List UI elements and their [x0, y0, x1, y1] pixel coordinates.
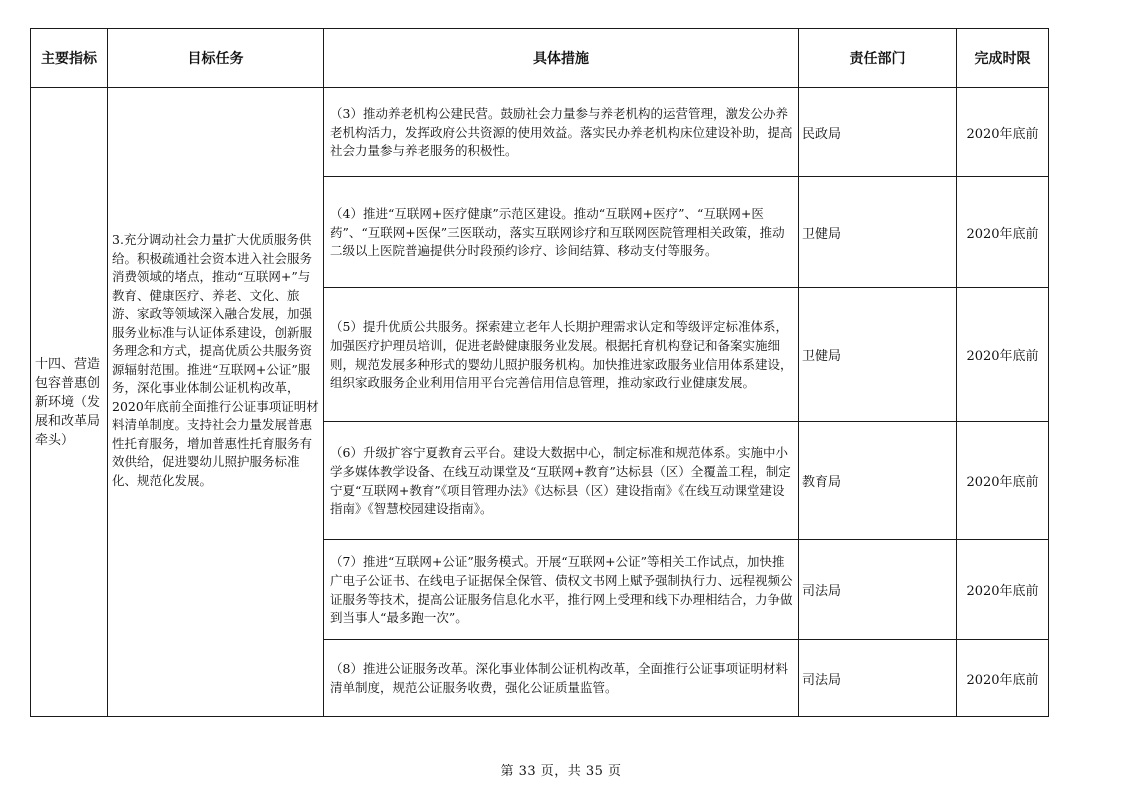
measure-cell: （5）提升优质公共服务。探索建立老年人长期护理需求认定和等级评定标准体系，加强医疗护理员培训，促进老龄健康服务业发展。根据托育机构登记和备案实施细则，规范发展多种形式的婴幼儿照护服务机构。加快推进家政服务业信用体系建设，组织家政服务企业利用信用平台完善信用信息管理，推动家政行业健康发展。: [324, 288, 799, 422]
task-cell: [108, 88, 324, 717]
indicator-cell: 十四、营造包容普惠创新环境（发展和改革局牵头）: [31, 88, 108, 717]
table-row: [31, 88, 1049, 177]
header-indicator: 主要指标: [31, 29, 108, 88]
measure-cell: （6）升级扩容宁夏教育云平台。建设大数据中心，制定标准和规范体系。实施中小学多媒体教学设备、在线互动课堂及“互联网+教育”达标县（区）全覆盖工程，制定宁夏“互联网+教育”《项目管理办法》《达标县（区）建设指南》《在线互动课堂建设指南》《智慧校园建设指南》。: [324, 422, 799, 540]
deadline-cell: 2020年底前: [957, 288, 1049, 422]
header-deadline: 完成时限: [957, 29, 1049, 88]
deadline-cell: 2020年底前: [957, 640, 1049, 717]
header-measures: 具体措施: [324, 29, 799, 88]
header-department: 责任部门: [799, 29, 957, 88]
deadline-cell: 2020年底前: [957, 88, 1049, 177]
deadline-cell: 2020年底前: [957, 422, 1049, 540]
deadline-cell: 2020年底前: [957, 177, 1049, 288]
table-header-row: [31, 29, 1049, 88]
department-cell: 民政局: [799, 88, 957, 177]
measure-cell: （4）推进“互联网+医疗健康”示范区建设。推动“互联网+医疗”、“互联网+医药”、“互联网+医保”三医联动，落实互联网诊疗和互联网医院管理相关政策，推动二级以上医院普遍提供分时段预约诊疗、诊间结算、移动支付等服务。: [324, 177, 799, 288]
department-cell: 司法局: [799, 540, 957, 640]
task-text: 3.充分调动社会力量扩大优质服务供给。积极疏通社会资本进入社会服务消费领域的堵点，推动“互联网+”与教育、健康医疗、养老、文化、旅游、家政等领域深入融合发展，加强服务业标准与认证体系建设，创新服务理念和方式，提高优质公共服务资源辐射范围。推进“互联网+公证”服务，深化事业体制公证机构改革，2020年底前全面推行公证事项证明材料清单制度。支持社会力量发展普惠性托育服务，增加普惠性托育服务有效供给，促进婴幼儿照护服务标准化、规范化发展。: [112, 232, 319, 488]
deadline-cell: 2020年底前: [957, 540, 1049, 640]
department-cell: 教育局: [799, 422, 957, 540]
header-task: 目标任务: [108, 29, 324, 88]
department-cell: 卫健局: [799, 177, 957, 288]
department-cell: 卫健局: [799, 288, 957, 422]
measure-cell: （8）推进公证服务改革。深化事业体制公证机构改革，全面推行公证事项证明材料清单制度，规范公证服务收费，强化公证质量监管。: [324, 640, 799, 717]
measure-cell: （7）推进“互联网+公证”服务模式。开展“互联网+公证”等相关工作试点，加快推广电子公证书、在线电子证据保全保管、债权文书网上赋予强制执行力、远程视频公证服务等技术，提高公证服务信息化水平，推行网上受理和线下办理相结合，力争做到当事人“最多跑一次”。: [324, 540, 799, 640]
measures-table: [30, 28, 1049, 717]
page-number: 第 33 页，共 35 页: [500, 764, 622, 779]
department-cell: 司法局: [799, 640, 957, 717]
measure-cell: （3）推动养老机构公建民营。鼓励社会力量参与养老机构的运营管理，激发公办养老机构活力，发挥政府公共资源的使用效益。落实民办养老机构床位建设补助，提高社会力量参与养老服务的积极性。: [324, 88, 799, 177]
